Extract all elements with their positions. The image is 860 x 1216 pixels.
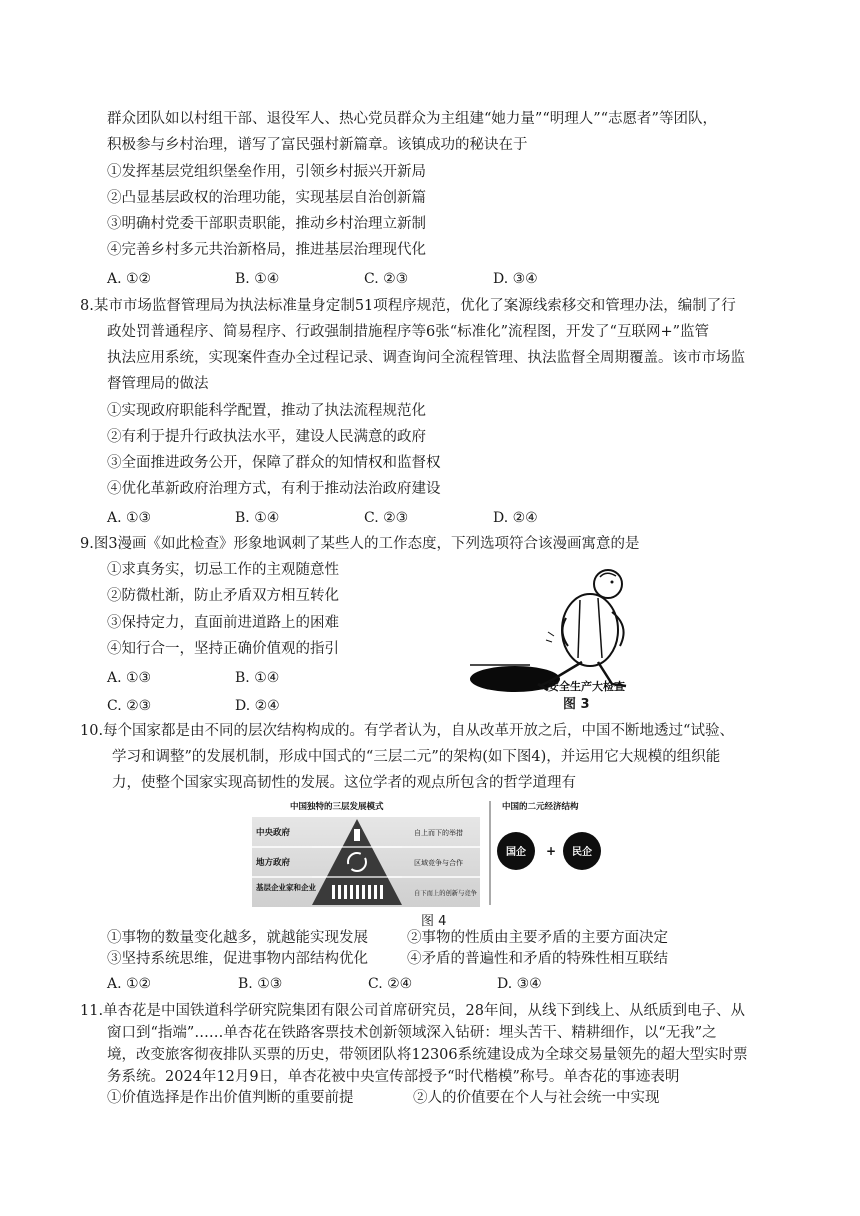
q8-statement-4: ④优化革新政府治理方式，有利于推动法治政府建设 <box>107 481 441 497</box>
q10-option-a[interactable]: A. ①② <box>107 976 152 992</box>
q10-statement-2: ②事物的性质由主要矛盾的主要方面决定 <box>407 930 668 946</box>
cartoon-illustration <box>440 562 660 712</box>
figure-4-caption: 图 4 <box>421 914 447 929</box>
soe-label: 国企 <box>506 847 526 858</box>
q9-option-c[interactable]: C. ②③ <box>107 698 152 714</box>
left-title: 中国独特的三层发展模式 <box>290 802 384 812</box>
q8-option-a[interactable]: A. ①③ <box>107 510 152 526</box>
figure-3-caption: 图 3 <box>563 697 590 712</box>
bottom-up-bars-icon <box>332 885 383 899</box>
plus-sign: + <box>546 844 557 858</box>
q11-stem-line-1: 11.单杏花是中国铁道科学研究院集团有限公司首席研究员，28年间，从线下到线上、从纸质到电子、从 <box>80 1003 746 1019</box>
q8-statement-1: ①实现政府职能科学配置，推动了执法流程规范化 <box>107 403 426 419</box>
row-desc-grassroots: 自下而上的创新与竞争 <box>414 890 477 897</box>
row-label-central: 中央政府 <box>256 828 291 838</box>
q8-stem-line-3: 执法应用系统，实现案件查办全过程记录、调查询问全流程管理、执法监督全周期覆盖。该市市场监 <box>107 350 745 366</box>
q10-statement-3: ③坚持系统思维，促进事物内部结构优化 <box>107 951 368 967</box>
q10-stem-line-1: 10.每个国家都是由不同的层次结构构成的。有学者认为，自从改革开放之后，中国不断地透过“试验、 <box>80 723 734 739</box>
q8-statement-3: ③全面推进政务公开，保障了群众的知情权和监督权 <box>107 455 441 471</box>
q10-option-d[interactable]: D. ③④ <box>497 976 542 992</box>
q11-stem-line-2: 窗口到“指端”……单杏花在铁路客票技术创新领域深入钻研：埋头苦干、精耕细作，以“无我”之 <box>107 1025 717 1041</box>
q11-statement-1: ①价值选择是作出价值判断的重要前提 <box>107 1090 354 1106</box>
q7-statement-2: ②凸显基层政权的治理功能，实现基层自治创新篇 <box>107 190 426 206</box>
q8-stem-line-1: 8.某市市场监督管理局为执法标准量身定制51项程序规范，优化了案源线索移交和管理办法，编制了行 <box>80 298 736 314</box>
row-label-grassroots: 基层企业家和企业 <box>256 883 316 892</box>
q7-stem-line-2: 积极参与乡村治理，谱写了富民强村新篇章。该镇成功的秘诀在于 <box>107 137 528 153</box>
q8-stem-line-2: 政处罚普通程序、简易程序、行政强制措施程序等6张“标准化”流程图，开发了“互联网+”监管 <box>107 324 710 340</box>
q8-option-b[interactable]: B. ①④ <box>235 510 280 526</box>
q9-option-a[interactable]: A. ①③ <box>107 670 152 686</box>
row-label-local: 地方政府 <box>256 858 291 868</box>
right-title: 中国的二元经济结构 <box>502 802 579 812</box>
q10-option-b[interactable]: B. ①③ <box>238 976 283 992</box>
q9-statement-3: ③保持定力，直面前进道路上的困难 <box>107 615 339 631</box>
q7-option-b[interactable]: B. ①④ <box>235 271 280 287</box>
q8-option-c[interactable]: C. ②③ <box>364 510 409 526</box>
q7-option-d[interactable]: D. ③④ <box>493 271 538 287</box>
three-layer-dual-structure-diagram <box>250 797 630 909</box>
cartoon-figure-3 <box>440 562 660 712</box>
q10-option-c[interactable]: C. ②④ <box>368 976 413 992</box>
top-down-arrow-icon <box>354 829 360 841</box>
q10-statement-4: ④矛盾的普遍性和矛盾的特殊性相互联结 <box>407 951 668 967</box>
q7-option-c[interactable]: C. ②③ <box>364 271 409 287</box>
q9-option-b[interactable]: B. ①④ <box>235 670 280 686</box>
q9-statement-1: ①求真务实，切忌工作的主观随意性 <box>107 562 339 578</box>
private-enterprise-label: 民企 <box>572 847 592 858</box>
q11-statement-2: ②人的价值要在个人与社会统一中实现 <box>413 1090 660 1106</box>
q10-stem-line-3: 力，使整个国家实现高韧性的发展。这位学者的观点所包含的哲学道理有 <box>112 775 576 791</box>
row-desc-local: 区域竞争与合作 <box>414 859 463 867</box>
q8-statement-2: ②有利于提升行政执法水平，建设人民满意的政府 <box>107 429 426 445</box>
q11-stem-line-3: 境，改变旅客彻夜排队买票的历史，带领团队将12306系统建设成为全球交易量领先的超大型实时票 <box>107 1047 748 1063</box>
row-desc-central: 自上而下的举措 <box>414 829 463 837</box>
q10-stem-line-2: 学习和调整”的发展机制，形成中国式的“三层二元”的架构(如下图4)，并运用它大规模的组织能 <box>112 749 721 765</box>
q8-stem-line-4: 督管理局的做法 <box>107 376 209 392</box>
q9-statement-4: ④知行合一，坚持正确价值观的指引 <box>107 641 339 657</box>
q9-option-d[interactable]: D. ②④ <box>235 698 280 714</box>
q11-stem-line-4: 务系统。2024年12月9日，单杏花被中央宣传部授予“时代楷模”称号。单杏花的事迹表明 <box>107 1069 680 1085</box>
q9-statement-2: ②防微杜渐，防止矛盾双方相互转化 <box>107 588 339 604</box>
q7-statement-1: ①发挥基层党组织堡垒作用，引领乡村振兴开新局 <box>107 164 426 180</box>
q9-stem: 9.图3漫画《如此检查》形象地讽刺了某些人的工作态度，下列选项符合该漫画寓意的是 <box>80 536 640 552</box>
q8-option-d[interactable]: D. ②④ <box>493 510 538 526</box>
cartoon-sign-text: 安全生产大检查 <box>548 680 625 693</box>
q7-statement-4: ④完善乡村多元共治新格局，推进基层治理现代化 <box>107 242 426 258</box>
q7-stem-line-1: 群众团队如以村组干部、退役军人、热心党员群众为主组建“她力量”“明理人”“志愿者”等团队， <box>107 111 717 127</box>
figure-4-diagram <box>250 797 630 909</box>
q7-option-a[interactable]: A. ①② <box>107 271 152 287</box>
q10-statement-1: ①事物的数量变化越多，就越能实现发展 <box>107 930 368 946</box>
q7-statement-3: ③明确村党委干部职责职能，推动乡村治理立新制 <box>107 216 426 232</box>
